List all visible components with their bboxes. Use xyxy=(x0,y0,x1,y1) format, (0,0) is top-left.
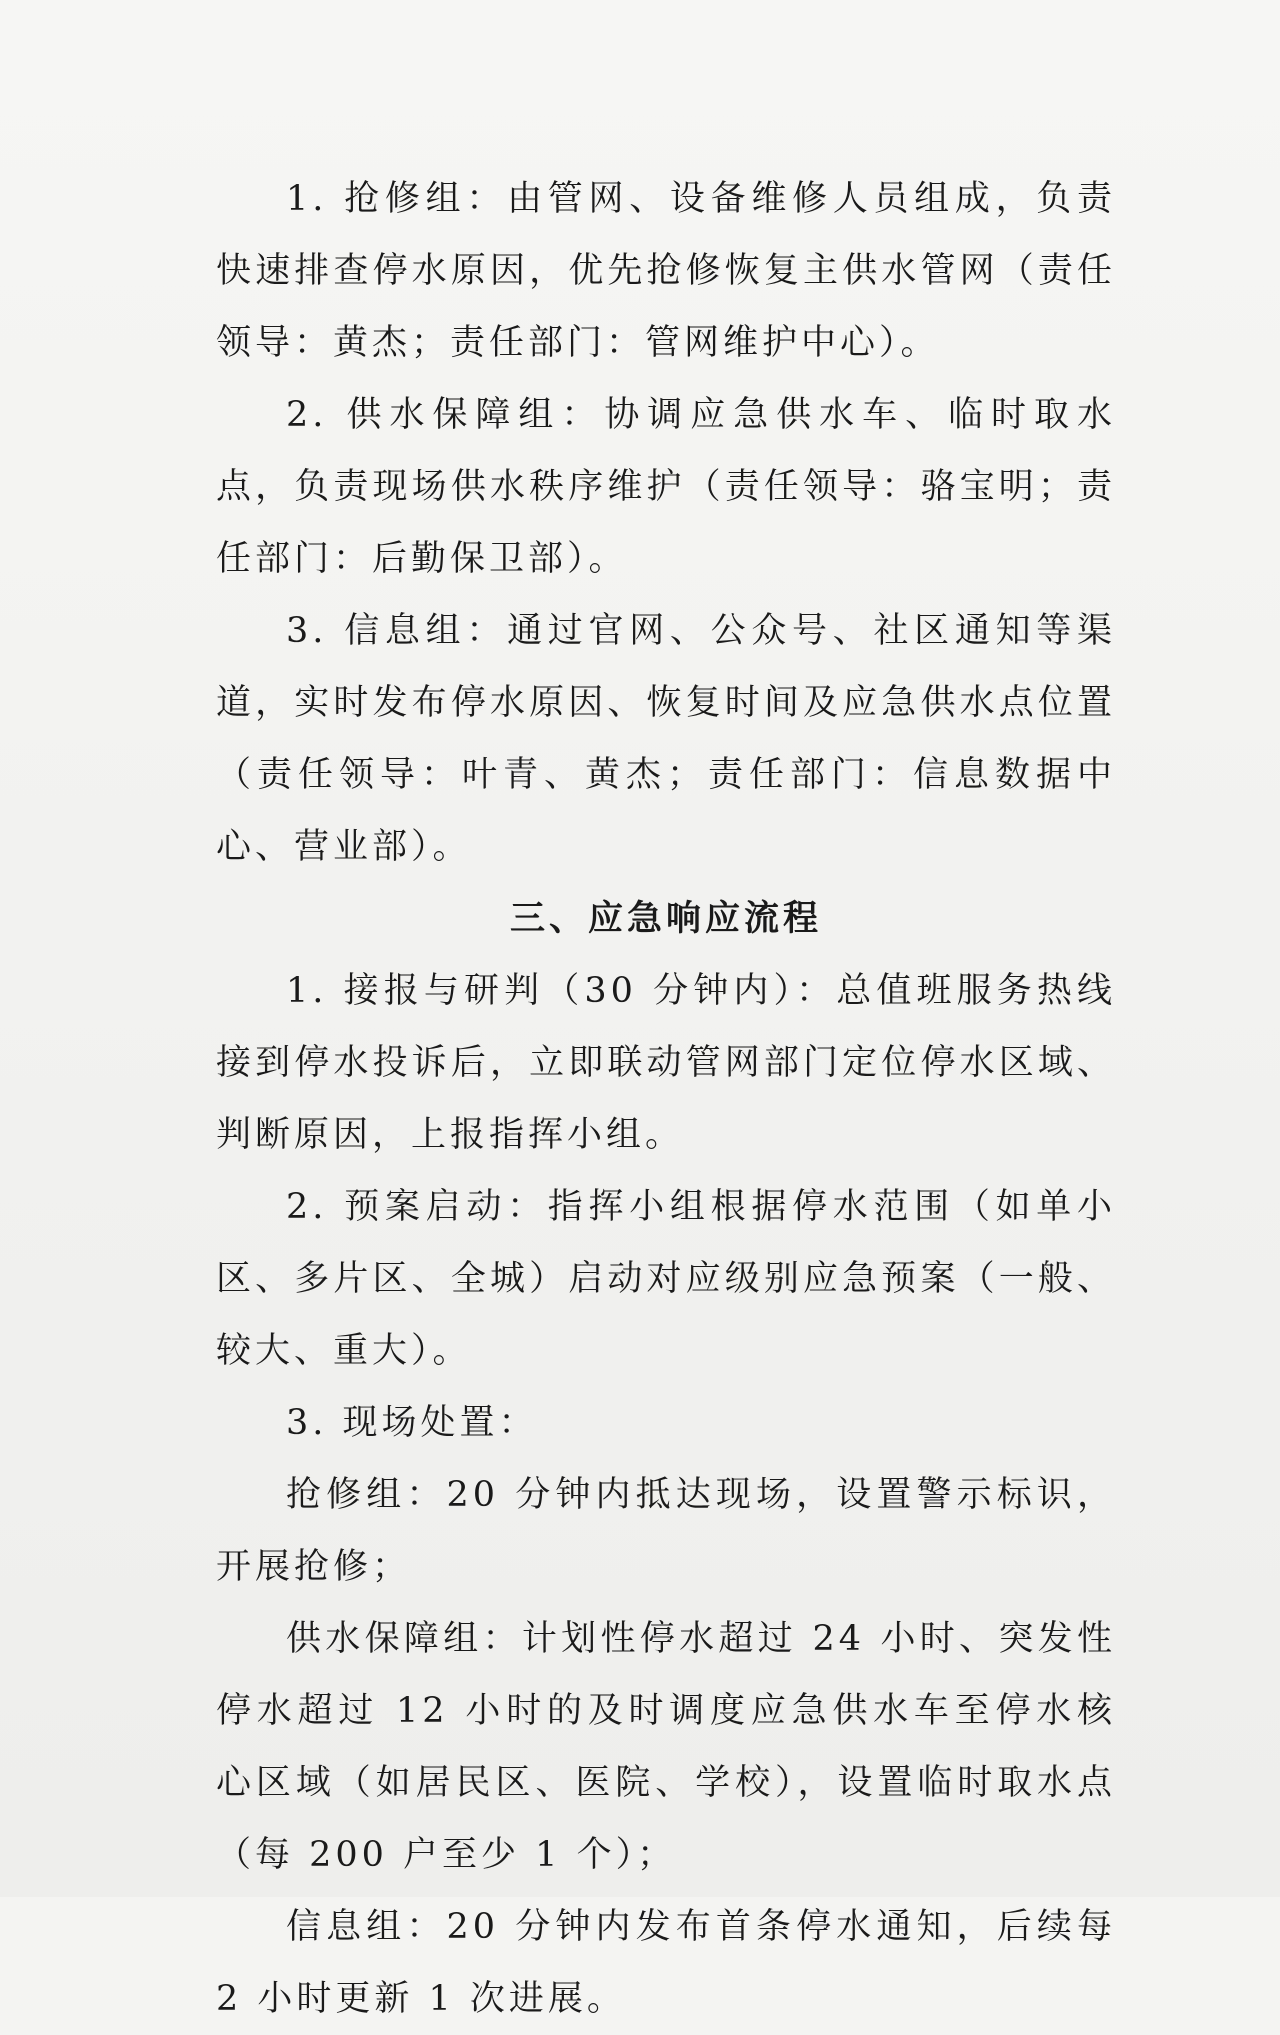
paragraph-supply-team: 2. 供水保障组：协调应急供水车、临时取水点，负责现场供水秩序维护（责任领导：骆宝明；责任部门：后勤保卫部）。 xyxy=(216,395,1116,579)
paragraph-report-assess: 1. 接报与研判（30 分钟内）：总值班服务热线接到停水投诉后，立即联动管网部门定位停水区域、判断原因，上报指挥小组。 xyxy=(216,971,1116,1155)
paragraph-info-team: 3. 信息组：通过官网、公众号、社区通知等渠道，实时发布停水原因、恢复时间及应急供水点位置（责任领导：叶青、黄杰；责任部门：信息数据中心、营业部）。 xyxy=(216,611,1116,867)
paragraph-plan-activation: 2. 预案启动：指挥小组根据停水范围（如单小区、多片区、全城）启动对应级别应急预案（一般、较大、重大）。 xyxy=(216,1187,1116,1371)
section-heading-response-process: 三、应急响应流程 xyxy=(509,898,822,939)
paragraph-onsite-supply-team: 供水保障组：计划性停水超过 24 小时、突发性停水超过 12 小时的及时调度应急供水车至停水核心区域（如居民区、医院、学校），设置临时取水点（每 200 户至少 1 个）； xyxy=(216,1619,1116,1875)
paragraph-onsite-handling: 3. 现场处置： xyxy=(286,1403,538,1443)
document-body xyxy=(216,163,1116,2035)
paragraph-onsite-info-team: 信息组：20 分钟内发布首条停水通知，后续每 2 小时更新 1 次进展。 xyxy=(216,1907,1116,2019)
paragraph-onsite-repair-team: 抢修组：20 分钟内抵达现场，设置警示标识，开展抢修； xyxy=(216,1475,1116,1587)
paragraph-repair-team: 1. 抢修组：由管网、设备维修人员组成，负责快速排查停水原因，优先抢修恢复主供水管网（责任领导：黄杰；责任部门：管网维护中心）。 xyxy=(216,179,1116,363)
